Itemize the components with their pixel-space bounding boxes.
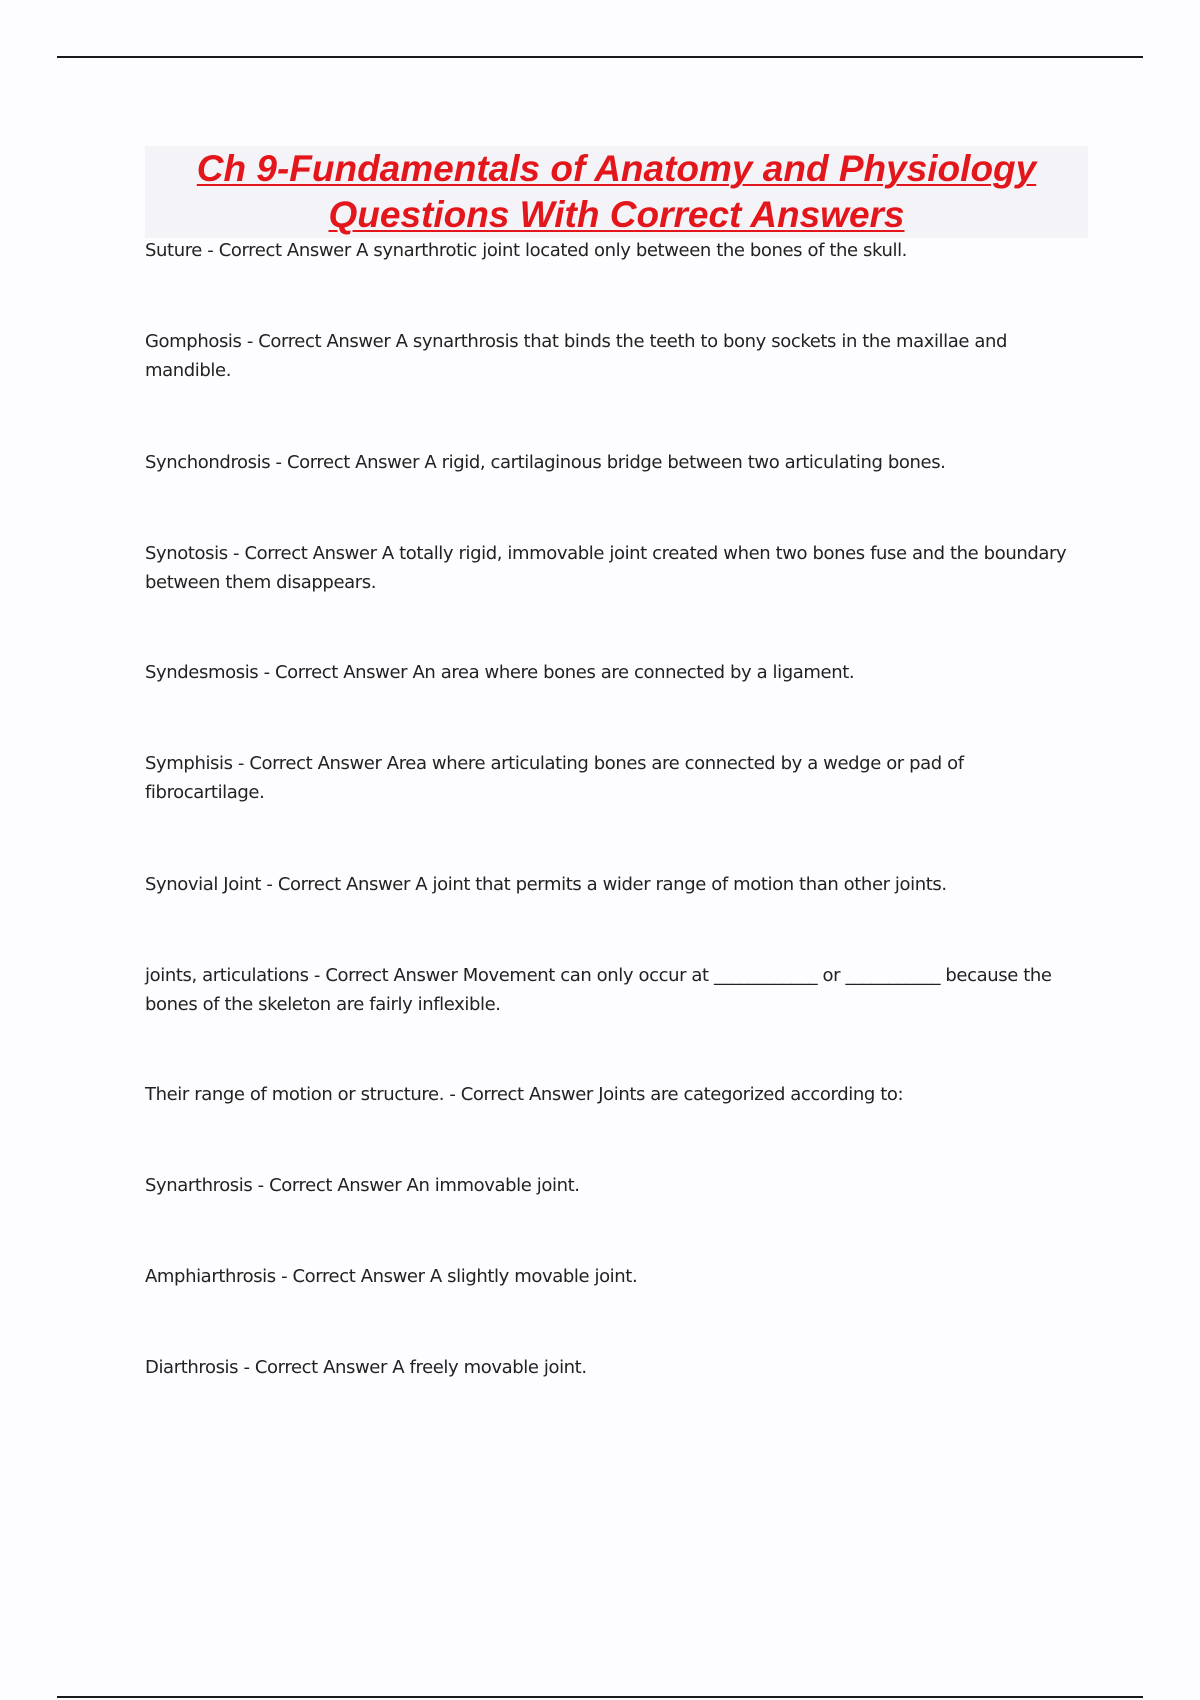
entry-diarthrosis: Diarthrosis - Correct Answer A freely movable joint. <box>145 1357 587 1378</box>
entry-amphiarthrosis: Amphiarthrosis - Correct Answer A slightly movable joint. <box>145 1266 638 1287</box>
entry-synotosis: Synotosis - Correct Answer A totally rigid, immovable joint created when two bones fuse and the boundary between them disappears. <box>145 543 1067 593</box>
entry-synchondrosis: Synchondrosis - Correct Answer A rigid, cartilaginous bridge between two articulating bones. <box>145 452 946 473</box>
entry-symphisis: Symphisis - Correct Answer Area where articulating bones are connected by a wedge or pad of fibrocartilage. <box>145 753 964 803</box>
entry-joints-articulations: joints, articulations - Correct Answer Movement can only occur at ____________ or ___________ because the bones of the skeleton are fairly inflexible. <box>145 965 1052 1015</box>
entry-synovial-joint: Synovial Joint - Correct Answer A joint that permits a wider range of motion than other joints. <box>145 874 947 895</box>
entry-range-of-motion: Their range of motion or structure. - Correct Answer Joints are categorized according to: <box>145 1084 904 1105</box>
entry-gomphosis: Gomphosis - Correct Answer A synarthrosis that binds the teeth to bony sockets in the maxillae and mandible. <box>145 331 1008 381</box>
entry-syndesmosis: Syndesmosis - Correct Answer An area where bones are connected by a ligament. <box>145 662 855 683</box>
entry-suture: Suture - Correct Answer A synarthrotic joint located only between the bones of the skull. <box>145 240 907 261</box>
document-title-line-2: Questions With Correct Answers <box>328 194 905 235</box>
header-rule <box>57 56 1143 58</box>
document-title <box>145 146 1088 238</box>
entry-synarthrosis: Synarthrosis - Correct Answer An immovable joint. <box>145 1175 580 1196</box>
footer-rule <box>57 1696 1143 1698</box>
title-block <box>145 146 1088 238</box>
document-title-line-1: Ch 9-Fundamentals of Anatomy and Physiology <box>196 148 1037 189</box>
